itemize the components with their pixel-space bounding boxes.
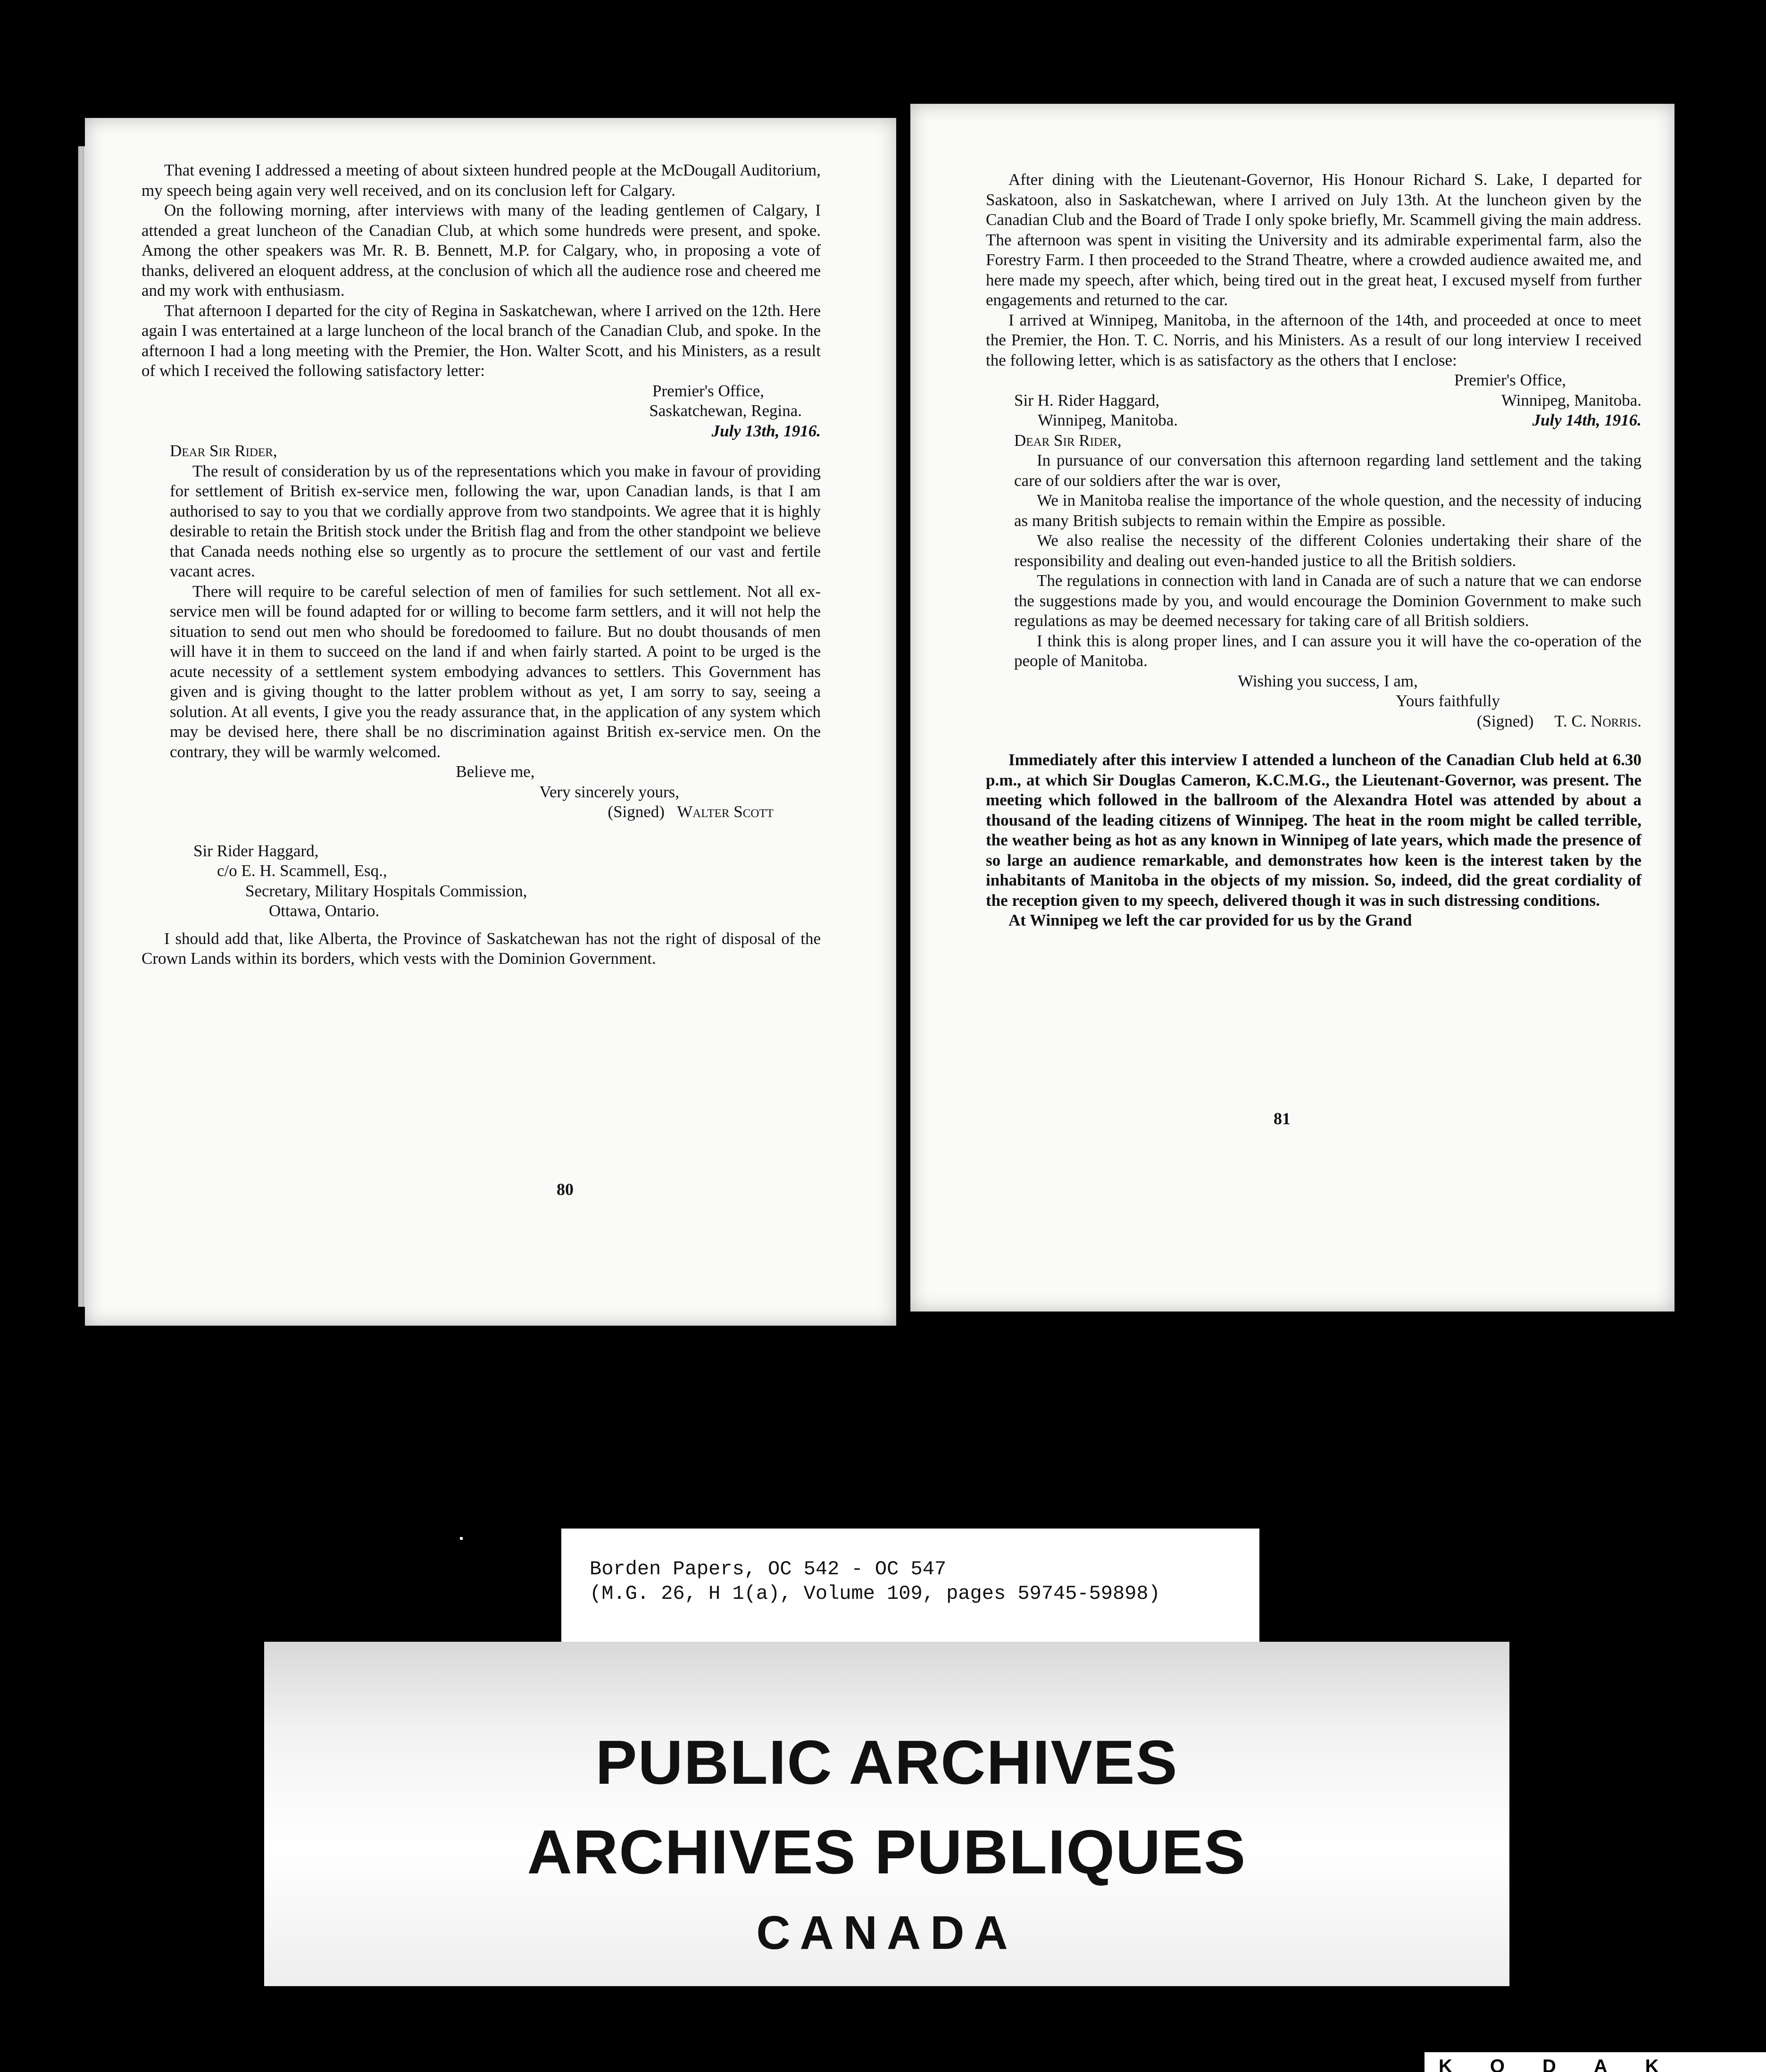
letter-header-row [986, 410, 1641, 431]
open-book [85, 104, 1679, 1330]
paragraph: I arrived at Winnipeg, Manitoba, in the afternoon of the 14th, and proceeded at once to meet the Premier, the Hon. T. C. Norris, and his Ministers. As a result of our long interview I received the following letter, which is as satisfactory as the others that I enclose: [986, 310, 1641, 369]
address-line: c/o E. H. Scammell, Esq., [217, 861, 387, 880]
letter-paragraph: In pursuance of our conversation this afternoon regarding land settlement and the taking care of our soldiers after the war is over, [1014, 451, 1641, 490]
address-line: Secretary, Military Hospitals Commission, [245, 881, 527, 900]
signature-line [1014, 711, 1641, 732]
paragraph: I should add that, like Alberta, the Province of Saskatchewan has not the right of disposal of the Crown Lands within its borders, which vests with the Dominion Government. [142, 929, 821, 968]
letter-place: Saskatchewan, Regina. [649, 401, 802, 420]
paragraph: That evening I addressed a meeting of about sixteen hundred people at the McDougall Auditorium, my speech being again very well received, and on its conclusion left for Calgary. [142, 161, 821, 200]
banner-title: PUBLIC ARCHIVES [595, 1728, 1178, 1797]
paragraph: Immediately after this interview I attended a luncheon of the Canadian Club held at 6.30 p.m., at which Sir Douglas Cameron, K.C.M.G., the Lieutenant-Governor, was present. The meeting which followed in the ballroom of the Alexandra Hotel was attended by about a thousand of the leading citizens of Winnipeg. The heat in the room might be called terrible, the weather being as hot as any known in Winnipeg of late years, which made the presence of so large an audience remarkable, and demonstrates how keen is the interest taken by the inhabitants of Manitoba in the objects of my mission. So, indeed, did the great cordiality of the reception given to my speech, delivered though it was in such distressing conditions. [986, 751, 1641, 910]
letter-paragraph: The regulations in connection with land in Canada are of such a nature that we can endorse the suggestions made by you, and would encourage the Dominion Government to make such regulations as may be deemed necessary for taking care of all British soldiers. [1014, 571, 1641, 630]
paragraph: That afternoon I departed for the city of Regina in Saskatchewan, where I arrived on the 12th. Here again I was entertained at a large luncheon of the local branch of the Canadian Club, and spoke. In the afternoon I had a long meeting with the Premier, the Hon. Walter Scott, and his Ministers, as a result of which I received the following satisfactory letter: [142, 301, 821, 380]
letter-paragraph: We also realise the necessity of the different Colonies undertaking their share of the responsibility and dealing out even-handed justice to all the British soldiers. [1014, 531, 1641, 570]
address-line: Sir Rider Haggard, [193, 841, 319, 860]
page-edges [78, 146, 85, 1307]
letter-body [142, 441, 821, 822]
letter-date: July 13th, 1916. [711, 421, 821, 440]
banner-title-fr: ARCHIVES PUBLIQUES [527, 1817, 1247, 1887]
paragraph: On the following morning, after interviews with many of the leading gentlemen of Calgary, I attended a great luncheon of the Canadian Club, at which some hundreds were present, and spoke. Among the other speakers was Mr. R. B. Bennett, M.P. for Calgary, who, in proposing a vote of thanks, delivered an eloquent address, at the conclusion of which all the audience rose and cheered me and my work with enthusiasm. [142, 201, 821, 300]
address-line: Ottawa, Ontario. [269, 902, 380, 920]
letter-paragraph: The result of consideration by us of the representations which you make in favour of providing for settlement of British ex-service men, following the war, upon Canadian lands, is that I am authorised to say to you that we cordially approve from two standpoints. We agree that it is highly desirable to retain the British stock under the British flag and from the other standpoint we believe that Canada needs nothing else so urgently as to procure the settlement of our vast and fertile vacant acres. [170, 461, 821, 580]
card-line: (M.G. 26, H 1(a), Volume 109, pages 59745-59898) [590, 1582, 1160, 1605]
closing-line: Yours faithfully [1395, 692, 1500, 710]
signature-line [170, 802, 821, 822]
letter-office: Premier's Office, [1454, 371, 1566, 389]
closing-line: Very sincerely yours, [539, 782, 679, 801]
letter-date: July 14th, 1916. [1532, 411, 1641, 429]
letter-place: Winnipeg, Manitoba. [1501, 391, 1641, 409]
right-page [910, 104, 1674, 1312]
closing-line: Believe me, [456, 762, 535, 781]
signed-label: (Signed) [1476, 711, 1534, 730]
letter-office: Premier's Office, [652, 381, 764, 400]
letter-paragraph: There will require to be careful selection of men of families for such settlement. Not all ex-service men will be found adapted for or willing to become farm settlers, and it will not help the situation to send out men who should be foredoomed to failure. But no doubt thousands of men will have it in them to succeed on the land if and when fairly started. A point to be urged is the acute necessity of a settlement system embodying advances to settlers. This Government has given and is giving thought to the latter problem without as yet, I am sorry to say, seeing a solution. At all events, I give you the ready assurance that, in the application of any system which may be devised here, there shall be no discrimination against British ex-service men. On the contrary, they will be warmly welcomed. [170, 582, 821, 761]
left-page-text [142, 160, 821, 969]
salutation: Dear Sir Rider, [170, 442, 277, 460]
signer-name: Walter Scott [677, 802, 774, 821]
film-edge-marking: KODAK [1424, 2052, 1766, 2072]
left-page [85, 118, 896, 1326]
addressee: Sir H. Rider Haggard, [1014, 391, 1160, 409]
archive-banner [264, 1642, 1509, 1986]
right-page-text [986, 170, 1641, 931]
closing-line: Wishing you success, I am, [1238, 671, 1418, 690]
letter-paragraph: We in Manitoba realise the importance of the whole question, and the necessity of inducing as many British subjects to remain within the Empire as possible. [1014, 491, 1641, 530]
letter-header-row [986, 391, 1641, 411]
letter-body [986, 431, 1641, 732]
card-line: Borden Papers, OC 542 - OC 547 [590, 1558, 947, 1580]
signer-name: T. C. Norris. [1554, 711, 1641, 730]
film-speck [460, 1537, 463, 1540]
page-number: 80 [557, 1180, 574, 1199]
addressee-city: Winnipeg, Manitoba. [1038, 411, 1178, 429]
banner-country: CANADA [756, 1906, 1017, 1959]
letter-paragraph: I think this is along proper lines, and I can assure you it will have the co-operation of the people of Manitoba. [1014, 631, 1641, 670]
page-number: 81 [1274, 1109, 1291, 1128]
archive-reference-card [561, 1529, 1259, 1651]
signed-label: (Signed) [608, 802, 665, 821]
paragraph: At Winnipeg we left the car provided for us by the Grand [1008, 911, 1412, 929]
salutation: Dear Sir Rider, [1014, 431, 1122, 450]
paragraph: After dining with the Lieutenant-Governor, His Honour Richard S. Lake, I departed for Saskatoon, also in Saskatchewan, where I arrived on July 13th. At the luncheon given by the Canadian Club and the Board of Trade I only spoke briefly, Mr. Scammell giving the main address. The afternoon was spent in visiting the University and its admirable experimental farm, also the Forestry Farm. I then proceeded to the Strand Theatre, where a crowded audience awaited me, and here made my speech, after which, being tired out in the great heat, I excused myself from further engagements and returned to the car. [986, 170, 1641, 309]
